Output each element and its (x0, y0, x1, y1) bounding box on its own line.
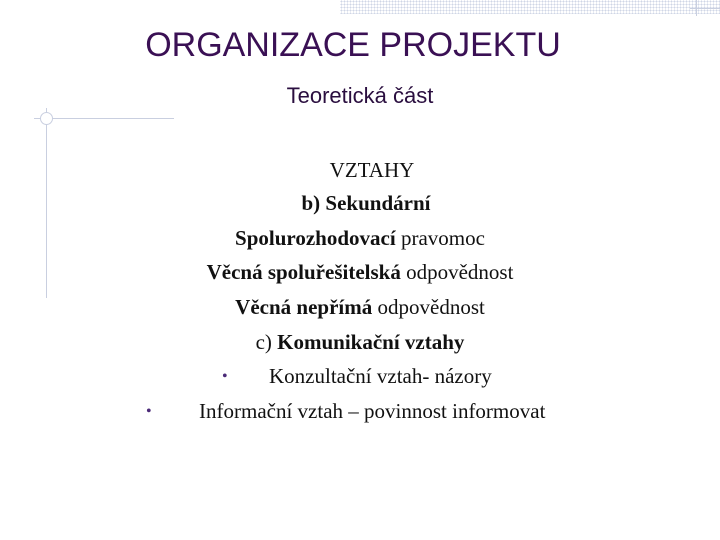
line-spolurozhodovaci (0, 226, 720, 251)
line-spoluresitelska (0, 260, 720, 285)
line-rest-text: pravomoc (395, 226, 485, 250)
slide-title: ORGANIZACE PROJEKTU (145, 26, 561, 64)
circle-decoration (40, 112, 53, 125)
line-bold-text: Spolurozhodovací (235, 226, 396, 250)
bullet-text-informacni: Informační vztah – povinnost informovat (199, 399, 546, 423)
heading-vztahy: VZTAHY (329, 158, 415, 182)
bullet-icon: • (146, 403, 152, 420)
bullet-icon: • (222, 368, 228, 385)
horizontal-decoration-line (34, 118, 174, 119)
section-c-bold: Komunikační vztahy (277, 330, 465, 354)
section-b-heading: b) Sekundární (301, 191, 431, 215)
bullet-text-konzultacni: Konzultační vztah- názory (269, 364, 492, 388)
dot-pattern-decoration (340, 0, 720, 14)
line-rest-text: odpovědnost (372, 295, 485, 319)
slide-subtitle: Teoretická část (286, 83, 434, 108)
section-c-heading (0, 330, 720, 355)
line-neprima (0, 295, 720, 320)
line-bold-text: Věcná nepřímá (235, 295, 373, 319)
line-bold-text: Věcná spoluřešitelská (206, 260, 401, 284)
line-rest-text: odpovědnost (400, 260, 514, 284)
corner-decoration-line (690, 8, 720, 9)
section-c-prefix: c) (255, 330, 278, 354)
